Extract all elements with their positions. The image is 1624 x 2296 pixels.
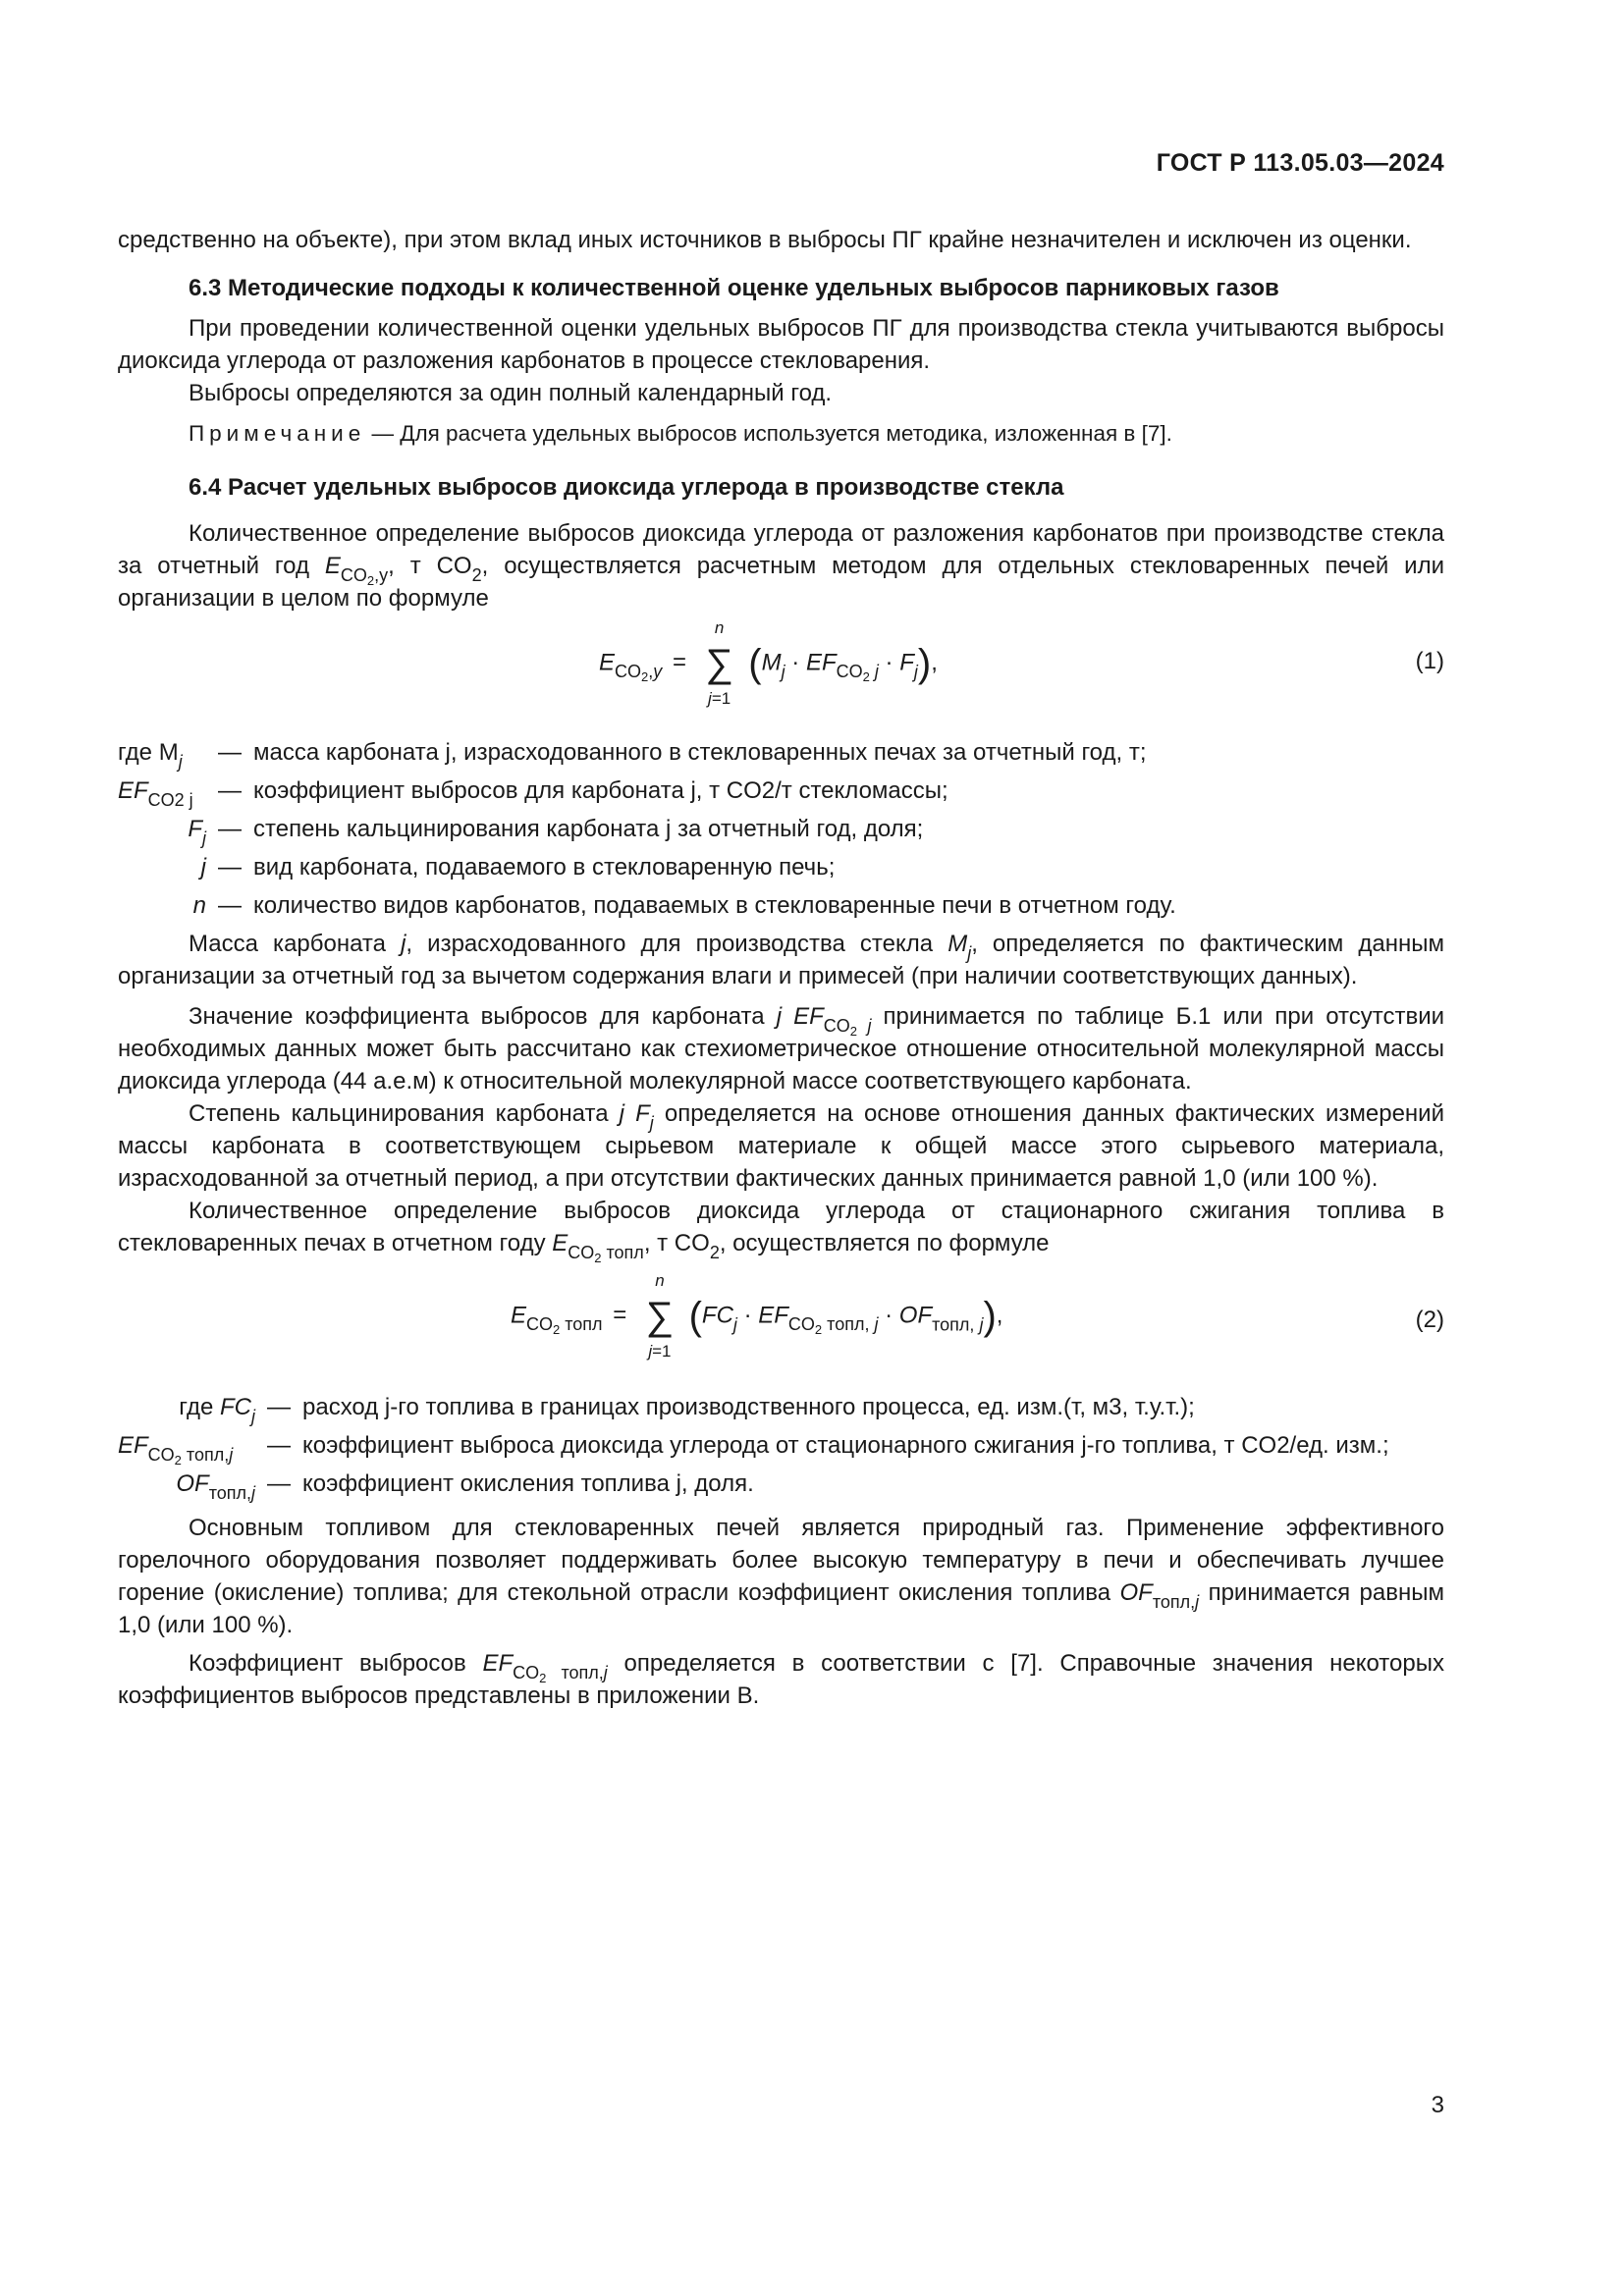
section-6-3-paragraph-1: При проведении количественной оценки удельных выбросов ПГ для производства стекла учитываются выбросы диоксида углерода от разложения карбонатов в процессе стекловарения. — [118, 315, 1444, 374]
last-paragraph: Коэффициент выбросов $EF_{CO_2 топл,j}$ определяется в соответствии с [7]. Справочные значения некоторых коэффициентов выбросов представлены в приложении В. — [118, 1650, 1444, 1709]
definition-item: $EF_{CO_2 топл,j}$ — коэффициент выброса диоксида углерода от стационарного сжигания j-го топлива, т CO2/ед. изм.; — [118, 1432, 1389, 1468]
formula-2-number: (2) — [1415, 1307, 1444, 1333]
note-text: — Для расчета удельных выбросов используется методика, изложенная в [7]. — [371, 421, 1172, 446]
calcination-paragraph: Степень кальцинирования карбоната j $F_j$ определяется на основе отношения данных фактических измерений массы карбоната в соответствующем сырьевом материале к общей массе этого сырьевого материала, израсходованной за отчетный период, а при отсутствии фактических данных принимается равной 1,0 (или 100 %). — [118, 1100, 1444, 1192]
definition-item: $F_j$ — степень кальцинирования карбоната j за отчетный год, доля; — [188, 816, 924, 848]
fuel-paragraph: Количественное определение выбросов диоксида углерода от стационарного сжигания топлива в стекловаренных печах в отчетном году $E_{CO_2 топл}$, т $CO_2$, осуществляется по формуле — [118, 1198, 1444, 1265]
formula-2-definitions — [118, 1391, 1444, 1503]
formula-1-number: (1) — [1415, 648, 1444, 674]
definition-item: где $FC_j$ — расход j-го топлива в границах производственного процесса, ед. изм.(т, м3, т.у.т.); — [179, 1394, 1195, 1426]
formula-1 — [118, 614, 1444, 732]
definition-item: n — количество видов карбонатов, подаваемых в стекловаренные печи в отчетном году. — [192, 892, 1176, 919]
page-number: 3 — [1431, 2092, 1444, 2118]
formula-2 — [118, 1259, 1444, 1387]
definition-item: $EF_{CO2 j}$ — коэффициент выбросов для карбоната j, т CO2/т стекломассы; — [118, 777, 948, 810]
section-6-3-title: 6.3 Методические подходы к количественной оценке удельных выбросов парниковых газов — [189, 275, 1279, 301]
definition-item: j — вид карбоната, подаваемого в стекловаренную печь; — [200, 854, 836, 881]
mass-paragraph: Масса карбоната j, израсходованного для производства стекла $M_j$, определяется по фактическим данным организации за отчетный год за вычетом содержания влаги и примесей (при наличии соответствующих данных). — [118, 931, 1444, 989]
intro-paragraph: средственно на объекте), при этом вклад иных источников в выбросы ПГ крайне незначителен и исключен из оценки. — [118, 227, 1412, 253]
formula-1-definitions — [118, 736, 1444, 922]
summation-sign: n ∑ j=1 — [705, 618, 733, 708]
section-6-3-paragraph-2: Выбросы определяются за один полный календарный год. — [189, 380, 833, 406]
page-content — [118, 224, 1444, 1712]
summation-sign: n ∑ j=1 — [645, 1271, 675, 1361]
main-fuel-paragraph: Основным топливом для стекловаренных печей является природный газ. Применение эффективного горелочного оборудования позволяет поддерживать более высокую температуру в печи и обеспечивать лучшее горение (окисление) топлива; для стекольной отрасли коэффициент окисления топлива $OF_{топл,j}$ принимается равным 1,0 (или 100 %). — [118, 1515, 1445, 1638]
formula-2-expression: $E_{CO_2 топл}$ = n ∑ j=1 $(FC_j \cdot EF_{CO_2 топл, j} \cdot OF_{топл, j})$, — [511, 1271, 1003, 1361]
note — [189, 417, 1444, 450]
section-6-4-intro: Количественное определение выбросов диоксида углерода от разложения карбонатов при производстве стекла за отчетный год $E_{CO_2,y}$, т $CO_2$, осуществляется расчетным методом для отдельных стекловаренных печей или организации в целом по формуле — [118, 520, 1444, 612]
note-label: Примечание — [189, 421, 366, 446]
definition-item: где $M_j$ — масса карбоната j, израсходованного в стекловаренных печах за отчетный год, т; — [118, 739, 1147, 772]
section-6-4-title: 6.4 Расчет удельных выбросов диоксида углерода в производстве стекла — [189, 474, 1064, 501]
emission-factor-paragraph: Значение коэффициента выбросов для карбоната j $EF_{CO_2 j}$ принимается по таблице Б.1 или при отсутствии необходимых данных может быть рассчитано как стехиометрическое отношение относительной молекулярной массы диоксида углерода (44 а.е.м) к относительной молекулярной массе соответствующего карбоната. — [118, 1003, 1445, 1095]
formula-1-expression: $E_{CO_2,y}$ = n ∑ j=1 $(M_j \cdot EF_{CO_2 j} \cdot F_j)$, — [599, 618, 938, 708]
definition-item: $OF_{топл,j}$ — коэффициент окисления топлива j, доля. — [176, 1470, 754, 1503]
standard-header: ГОСТ Р 113.05.03—2024 — [1156, 149, 1444, 177]
